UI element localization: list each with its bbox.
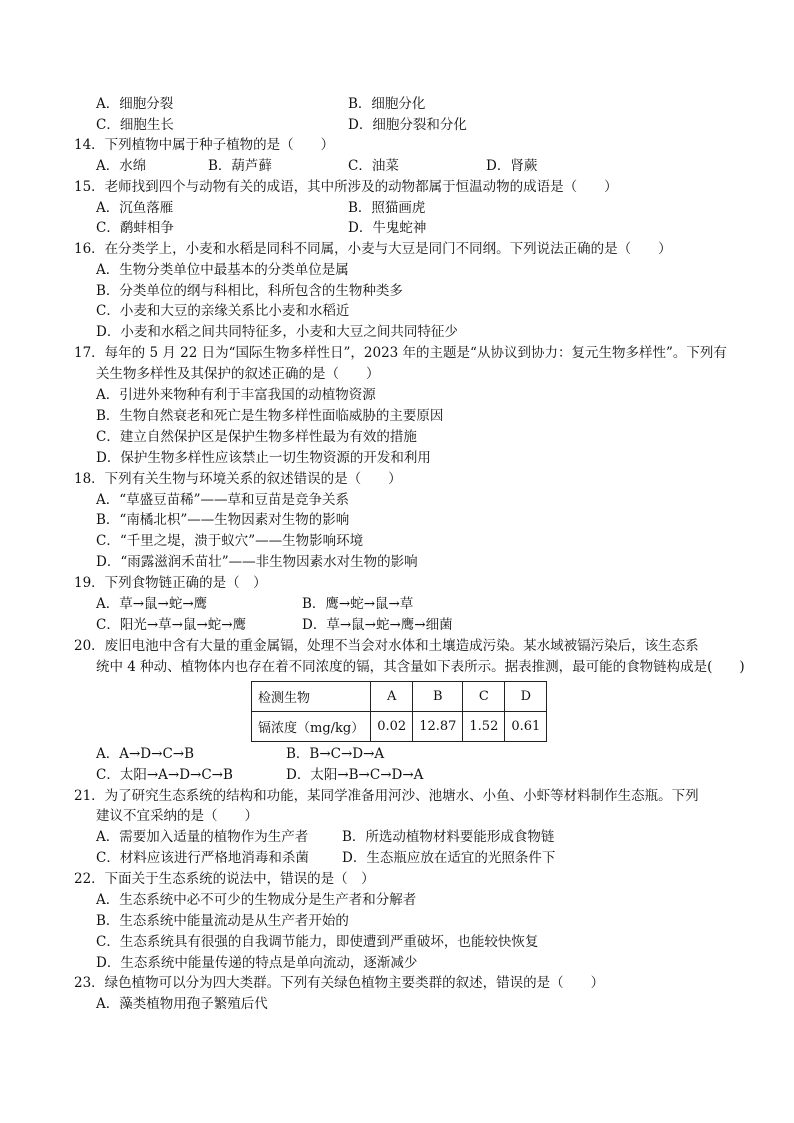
- q17-option-d: D．保护生物多样性应该禁止一切生物资源的开发和利用: [96, 450, 431, 466]
- table-header-a: A: [371, 682, 413, 712]
- q21-option-a: A．需要加入适量的植物作为生产者: [96, 829, 309, 845]
- q18-option-a: A．“草盛豆苗稀”——草和豆苗是竞争关系: [96, 492, 350, 508]
- q22-option-b: B．生态系统中能量流动是从生产者开始的: [96, 913, 349, 929]
- table-header-d: D: [505, 682, 547, 712]
- table-cell-d: 0.61: [505, 712, 547, 742]
- q22-stem: 22．下面关于生态系统的说法中，错误的是（ ）: [74, 871, 375, 887]
- table-row: [252, 712, 547, 742]
- q19-option-c: C．阳光→草→鼠→蛇→鹰: [96, 617, 247, 633]
- table-header-b: B: [413, 682, 463, 712]
- q22-option-d: D．生态系统中能量传递的特点是单向流动，逐渐减少: [96, 955, 418, 971]
- q20-option-a: A．A→D→C→B: [96, 746, 195, 762]
- q16-option-a: A．生物分类单位中最基本的分类单位是属: [96, 262, 349, 278]
- q18-option-b: B．“南橘北枳”——生物因素对生物的影响: [96, 512, 350, 528]
- q23-option-a: A．藻类植物用孢子繁殖后代: [96, 996, 268, 1012]
- q13-option-b: B．细胞分化: [348, 96, 426, 112]
- q15-stem: 15．老师找到四个与动物有关的成语，其中所涉及的动物都属于恒温动物的成语是（ ）: [74, 179, 618, 195]
- q14-option-d: D．肾蕨: [486, 158, 538, 174]
- q19-option-a: A．草→鼠→蛇→鹰: [96, 596, 208, 612]
- q21-stem-line1: 21．为了研究生态系统的结构和功能，某同学准备用河沙、池塘水、小鱼、小虾等材料制作生态瓶。下列: [74, 788, 699, 804]
- q16-option-c: C．小麦和大豆的亲缘关系比小麦和水稻近: [96, 303, 350, 319]
- q18-stem: 18．下列有关生物与环境关系的叙述错误的是（ ）: [74, 471, 402, 487]
- q14-option-b: B．葫芦藓: [208, 158, 272, 174]
- q16-option-d: D．小麦和水稻之间共同特征多，小麦和大豆之间共同特征少: [96, 324, 458, 340]
- q22-option-a: A．生态系统中必不可少的生物成分是生产者和分解者: [96, 892, 417, 908]
- q21-option-b: B．所选动植物材料要能形成食物链: [342, 829, 555, 845]
- q20-option-d: D．太阳→B→C→D→A: [286, 767, 424, 783]
- q15-option-b: B．照猫画虎: [348, 200, 426, 216]
- q14-option-a: A．水绵: [96, 158, 147, 174]
- q15-option-a: A．沉鱼落雁: [96, 200, 174, 216]
- q13-option-c: C．细胞生长: [96, 117, 174, 133]
- q18-option-c: C．“千里之堤，溃于蚁穴”——生物影响环境: [96, 533, 364, 549]
- q17-stem-line2: 关生物多样性及其保护的叙述正确的是（ ）: [96, 366, 380, 382]
- table-cell-b: 12.87: [413, 712, 463, 742]
- q20-option-c: C．太阳→A→D→C→B: [96, 767, 233, 783]
- q21-option-d: D．生态瓶应放在适宜的光照条件下: [342, 850, 556, 866]
- table-row: [252, 682, 547, 712]
- q20-stem-line1: 20．废旧电池中含有大量的重金属镉，处理不当会对水体和土壤造成污染。某水域被镉污染后，该生态系: [74, 638, 699, 654]
- q15-option-c: C．鹬蚌相争: [96, 220, 174, 236]
- cadmium-table: [251, 681, 547, 742]
- table-header-c: C: [463, 682, 505, 712]
- q16-option-b: B．分类单位的纲与科相比，科所包含的生物种类多: [96, 283, 403, 299]
- table-header-organism: 检测生物: [252, 682, 371, 712]
- table-cell-label: 镉浓度（mg/kg）: [252, 712, 371, 742]
- q17-option-a: A．引进外来物种有利于丰富我国的动植物资源: [96, 387, 376, 403]
- q19-stem: 19．下列食物链正确的是（ ）: [74, 575, 267, 591]
- q14-stem: 14．下列植物中属于种子植物的是（ ）: [74, 137, 335, 153]
- q15-option-d: D．牛鬼蛇神: [348, 220, 427, 236]
- q13-option-d: D．细胞分裂和分化: [348, 117, 467, 133]
- q20-option-b: B．B→C→D→A: [286, 746, 385, 762]
- q19-option-b: B．鹰→蛇→鼠→草: [302, 596, 414, 612]
- q14-option-c: C．油菜: [348, 158, 399, 174]
- q16-stem: 16．在分类学上，小麦和水稻是同科不同属，小麦与大豆是同门不同纲。下列说法正确的是（ ）: [74, 241, 672, 257]
- q17-stem-line1: 17．每年的 5 月 22 日为“国际生物多样性日”，2023 年的主题是“从协议到协力：复元生物多样性”。下列有: [74, 345, 727, 361]
- q21-stem-line2: 建议不宜采纳的是（ ）: [96, 808, 258, 824]
- table-cell-c: 1.52: [463, 712, 505, 742]
- q13-option-a: A．细胞分裂: [96, 96, 174, 112]
- q22-option-c: C．生态系统具有很强的自我调节能力，即使遭到严重破坏，也能较快恢复: [96, 934, 539, 950]
- table-cell-a: 0.02: [371, 712, 413, 742]
- q23-stem: 23．绿色植物可以分为四大类群。下列有关绿色植物主要类群的叙述，错误的是（ ）: [74, 975, 605, 991]
- q20-stem-line2: 统中 4 种动、植物体内也存在着不同浓度的镉，其含量如下表所示。据表推测，最可能的食物链构成是( ): [96, 659, 745, 675]
- q17-option-c: C．建立自然保护区是保护生物多样性最为有效的措施: [96, 429, 417, 445]
- q21-option-c: C．材料应该进行严格地消毒和杀菌: [96, 850, 309, 866]
- q18-option-d: D．“雨露滋润禾苗壮”——非生物因素水对生物的影响: [96, 554, 418, 570]
- q19-option-d: D．草→鼠→蛇→鹰→细菌: [302, 617, 453, 633]
- q17-option-b: B．生物自然衰老和死亡是生物多样性面临威胁的主要原因: [96, 408, 444, 424]
